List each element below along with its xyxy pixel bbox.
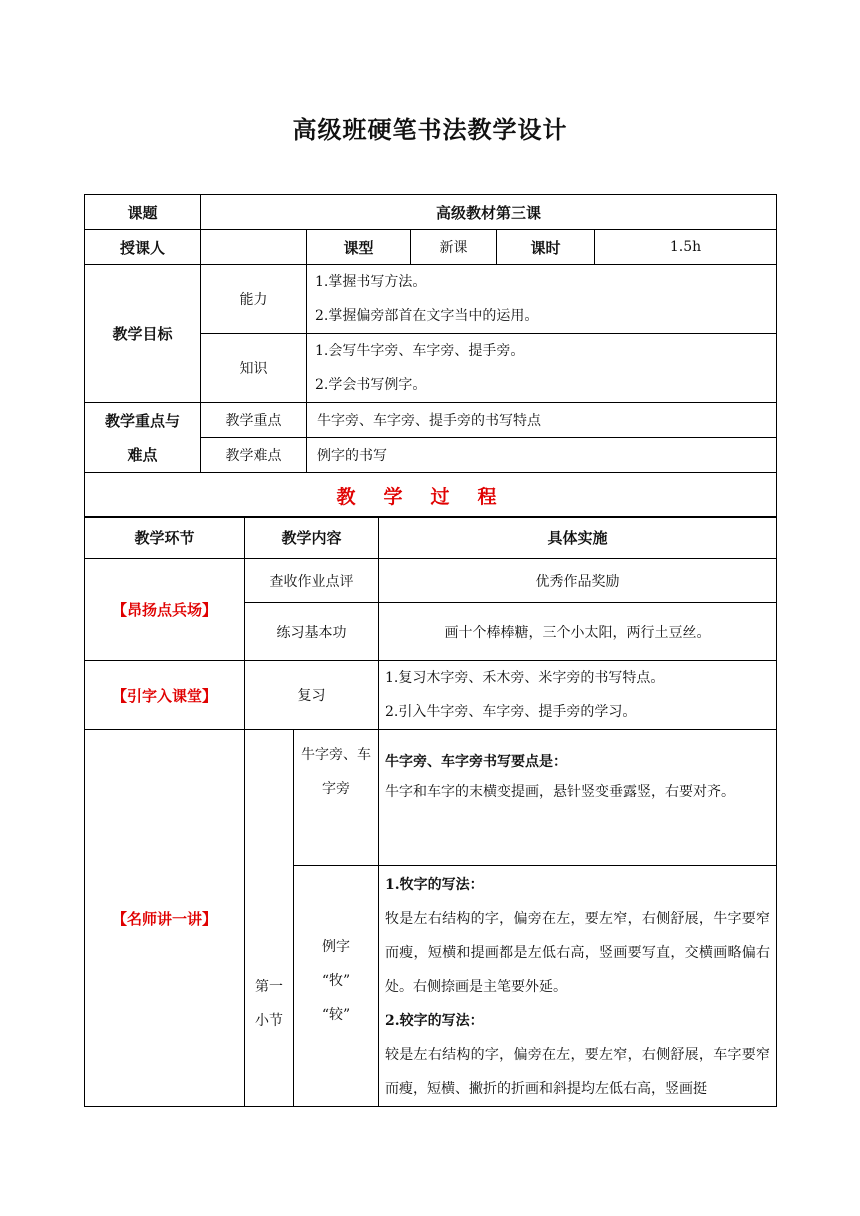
content-cell: 复习 — [245, 661, 379, 730]
ability-label: 能力 — [201, 265, 307, 334]
topic-label: 课题 — [85, 195, 201, 230]
keypoints-label: 教学重点与 难点 — [85, 403, 201, 473]
page-title: 高级班硬笔书法教学设计 — [292, 115, 568, 144]
detail-cell: 优秀作品奖励 — [379, 559, 777, 603]
detail-cell: 1.复习木字旁、禾木旁、米字旁的书写特点。 2.引入牛字旁、车字旁、提手旁的学习。 — [379, 661, 777, 730]
duration-label: 课时 — [497, 230, 595, 265]
process-heading: 教学过程 — [85, 473, 777, 518]
header-content: 教学内容 — [245, 517, 379, 559]
sub-section-label: 第一 小节 — [245, 730, 294, 1107]
key-value: 牛字旁、车字旁、提手旁的书写特点 — [307, 403, 777, 438]
type-label: 课型 — [307, 230, 411, 265]
teacher-label: 授课人 — [85, 230, 201, 265]
header-stage: 教学环节 — [85, 517, 245, 559]
section-lecture: 【名师讲一讲】 — [85, 730, 245, 1107]
section-warmup: 【昂扬点兵场】 — [85, 559, 245, 661]
ability-item: 2.掌握偏旁部首在文字当中的运用。 — [315, 308, 539, 324]
topic-value: 高级教材第三课 — [201, 195, 777, 230]
knowledge-label: 知识 — [201, 334, 307, 403]
topic-examples: 例字 “牧” “较” — [294, 866, 379, 1107]
detail-radicals: 牛字旁、车字旁书写要点是： 牛字和车字的末横变提画，悬针竖变垂露竖，右要对齐。 — [379, 730, 777, 866]
lesson-info-table — [84, 194, 776, 518]
ability-items — [307, 265, 777, 334]
goals-label: 教学目标 — [85, 265, 201, 403]
content-cell: 查收作业点评 — [245, 559, 379, 603]
duration-value: 1.5h — [595, 230, 777, 265]
difficult-label: 教学难点 — [201, 438, 307, 473]
knowledge-items — [307, 334, 777, 403]
knowledge-item: 1.会写牛字旁、车字旁、提手旁。 — [315, 343, 525, 359]
knowledge-item: 2.学会书写例字。 — [315, 377, 427, 393]
difficult-value: 例字的书写 — [307, 438, 777, 473]
content-cell: 练习基本功 — [245, 603, 379, 661]
topic-radicals: 牛字旁、车 字旁 — [294, 730, 379, 866]
header-detail: 具体实施 — [379, 517, 777, 559]
process-table — [84, 516, 776, 1107]
key-label: 教学重点 — [201, 403, 307, 438]
teacher-value — [201, 230, 307, 265]
section-intro: 【引字入课堂】 — [85, 661, 245, 730]
detail-examples: 1.牧字的写法： 牧是左右结构的字，偏旁在左，要左窄，右侧舒展，牛字要窄而瘦，短横和提画都是左低右高，竖画要写直，交横画略偏右处。右侧捺画是主笔要外延。 2.较字的写法： 较是左右结构的字，偏旁在左，要左窄，右侧舒展，车字要窄而瘦，短横、撇折的折画和斜提均左低右高，竖画挺 — [379, 866, 777, 1107]
detail-cell: 画十个棒棒糖，三个小太阳，两行土豆丝。 — [379, 603, 777, 661]
type-value: 新课 — [411, 230, 497, 265]
ability-item: 1.掌握书写方法。 — [315, 274, 427, 290]
